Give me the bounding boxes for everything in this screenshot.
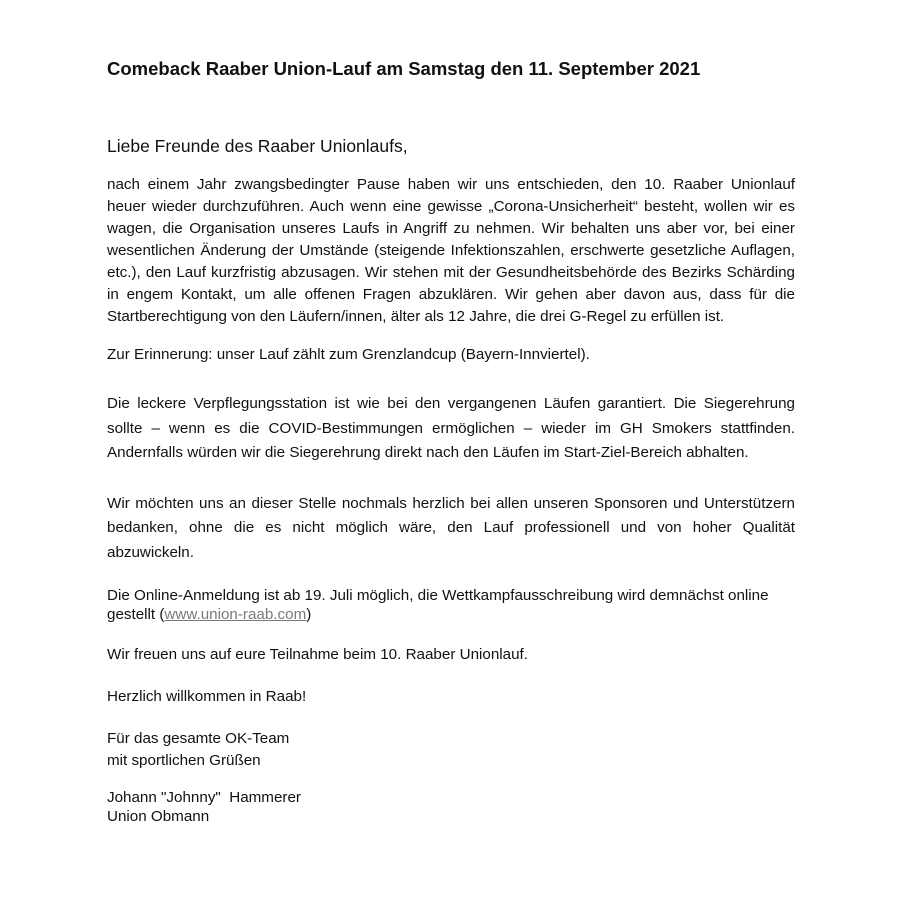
signature-name: Johann "Johnny" Hammerer: [107, 789, 301, 806]
website-link[interactable]: www.union-raab.com: [164, 606, 307, 623]
closing-line-greetings: mit sportlichen Grüßen: [107, 752, 261, 769]
paragraph-registration: [107, 586, 795, 624]
paragraph-sponsors: Wir möchten uns an dieser Stelle nochmals herzlich bei allen unseren Sponsoren und Unterstützern bedanken, ohne die es nicht möglich wäre, den Lauf professionell und von hoher Qualität abzuwickeln.: [107, 494, 795, 561]
signature-role: Union Obmann: [107, 808, 210, 825]
closing: [107, 728, 795, 772]
document-title: Comeback Raaber Union-Lauf am Samstag den 11. September 2021: [107, 58, 701, 79]
greeting: Liebe Freunde des Raaber Unionlaufs,: [107, 136, 408, 156]
document-body: [107, 174, 795, 826]
registration-text: Die Online-Anmeldung ist ab 19. Juli möglich, die Wettkampfausschreibung wird demnächst online gestellt (: [107, 587, 769, 623]
paragraph-reminder: Zur Erinnerung: unser Lauf zählt zum Grenzlandcup (Bayern-Innviertel).: [107, 346, 590, 363]
signature: [107, 788, 795, 826]
paragraph-announcement: nach einem Jahr zwangsbedingter Pause haben wir uns entschieden, den 10. Raaber Unionlauf heuer wieder durchzuführen. Auch wenn eine gewisse „Corona-Unsicherheit“ besteht, wollen wir es wagen, die Organisation unseres Laufs in Angriff zu nehmen. Wir behalten uns aber vor, bei einer wesentlichen Änderung der Umstände (steigende Infektionszahlen, erschwerte gesetzliche Auflagen, etc.), den Lauf kurzfristig abzusagen. Wir stehen mit der Gesundheitsbehörde des Bezirks Schärding in engem Kontakt, um alle offenen Fragen abzuklären. Wir gehen aber davon aus, dass für die Startberechtigung von den Läufern/innen, älter als 12 Jahre, die drei G-Regel zu erfüllen ist.: [107, 176, 795, 325]
paragraph-participation: Wir freuen uns auf eure Teilnahme beim 10. Raaber Unionlauf.: [107, 646, 528, 663]
paragraph-catering: Die leckere Verpflegungsstation ist wie bei den vergangenen Läufen garantiert. Die Siegerehrung sollte – wenn es die COVID-Bestimmungen ermöglichen – wieder im GH Smokers stattfinden. Andernfalls würden wir die Siegerehrung direkt nach den Läufen im Start-Ziel-Bereich abhalten.: [107, 395, 795, 461]
registration-text-end: ): [306, 606, 312, 623]
paragraph-welcome: Herzlich willkommen in Raab!: [107, 688, 307, 705]
closing-line-team: Für das gesamte OK-Team: [107, 730, 290, 747]
document-page: [107, 0, 795, 900]
